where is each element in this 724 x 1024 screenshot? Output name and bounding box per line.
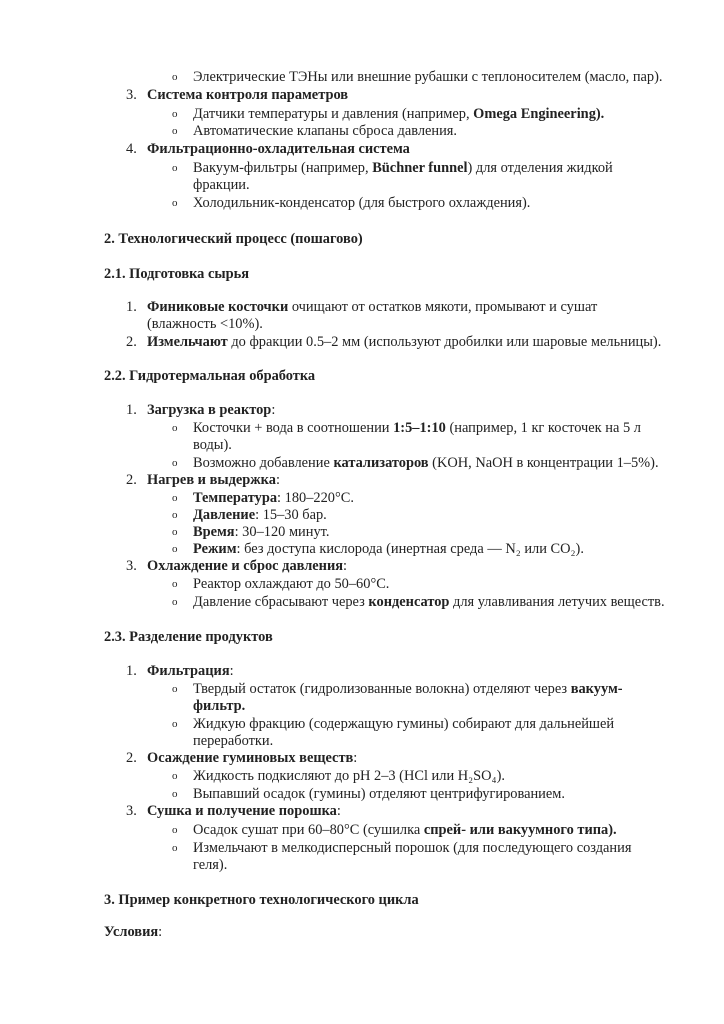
list-bullet: o (172, 197, 178, 209)
list-item-continuation: фракции. (193, 177, 250, 193)
conditions-label: Условия: (104, 924, 163, 940)
list-item-continuation: фильтр. (193, 698, 246, 714)
list-item-title: Осаждение гуминовых веществ: (147, 750, 358, 766)
list-item: Автоматические клапаны сброса давления. (193, 123, 458, 139)
list-item: Время: 30–120 минут. (193, 524, 330, 540)
subsection-heading: 2.3. Разделение продуктов (104, 629, 273, 645)
list-item: Холодильник-конденсатор (для быстрого охлаждения). (193, 195, 531, 211)
section-heading: 3. Пример конкретного технологического цикла (104, 892, 419, 908)
list-number: 1. (126, 663, 137, 679)
list-bullet: o (172, 162, 178, 174)
list-bullet: o (172, 422, 178, 434)
list-number: 3. (126, 803, 137, 819)
list-bullet: o (172, 718, 178, 730)
list-item: Возможно добавление катализаторов (KOH, NaOH в концентрации 1–5%). (193, 455, 659, 471)
list-item-continuation: переработки. (193, 733, 274, 749)
list-item-title: Система контроля параметров (147, 87, 349, 103)
list-number: 3. (126, 87, 137, 103)
list-bullet: o (172, 543, 178, 555)
list-item: Измельчают до фракции 0.5–2 мм (используют дробилки или шаровые мельницы). (147, 334, 662, 350)
list-item: Давление: 15–30 бар. (193, 507, 327, 523)
list-number: 2. (126, 334, 137, 350)
list-item: Осадок сушат при 60–80°C (сушилка спрей- или вакуумного типа). (193, 822, 617, 838)
list-item: Жидкую фракцию (содержащую гумины) собирают для дальнейшей (193, 716, 615, 732)
list-item-title: Охлаждение и сброс давления: (147, 558, 348, 574)
list-item-continuation: воды). (193, 437, 232, 453)
list-item-title: Фильтрация: (147, 663, 234, 679)
list-item: Датчики температуры и давления (например, Omega Engineering). (193, 106, 605, 122)
list-bullet: o (172, 788, 178, 800)
list-item-continuation: геля). (193, 857, 228, 873)
list-item-title: Нагрев и выдержка: (147, 472, 280, 488)
list-number: 4. (126, 141, 137, 157)
list-item: Электрические ТЭНы или внешние рубашки с теплоносителем (масло, пар). (193, 69, 663, 85)
list-item: Вакуум-фильтры (например, Büchner funnel) для отделения жидкой (193, 160, 613, 176)
list-bullet: o (172, 683, 178, 695)
list-bullet: o (172, 125, 178, 137)
list-bullet: o (172, 824, 178, 836)
list-bullet: o (172, 457, 178, 469)
list-item-continuation: (влажность <10%). (147, 316, 263, 332)
list-number: 1. (126, 299, 137, 315)
list-bullet: o (172, 509, 178, 521)
list-bullet: o (172, 842, 178, 854)
list-item: Финиковые косточки очищают от остатков мякоти, промывают и сушат (147, 299, 598, 315)
list-item: Жидкость подкисляют до pH 2–3 (HCl или H₂SO₄). (193, 768, 505, 784)
list-bullet: o (172, 526, 178, 538)
list-bullet: o (172, 596, 178, 608)
list-item: Выпавший осадок (гумины) отделяют центрифугированием. (193, 786, 565, 802)
section-heading: 2. Технологический процесс (пошагово) (104, 231, 363, 247)
list-item-title: Сушка и получение порошка: (147, 803, 341, 819)
list-item: Косточки + вода в соотношении 1:5–1:10 (например, 1 кг косточек на 5 л (193, 420, 641, 436)
list-item-title: Загрузка в реактор: (147, 402, 276, 418)
list-number: 3. (126, 558, 137, 574)
list-item: Режим: без доступа кислорода (инертная среда — N₂ или CO₂). (193, 541, 584, 557)
list-bullet: o (172, 492, 178, 504)
list-bullet: o (172, 578, 178, 590)
list-number: 2. (126, 750, 137, 766)
list-item: Давление сбрасывают через конденсатор для улавливания летучих веществ. (193, 594, 665, 610)
list-item: Твердый остаток (гидролизованные волокна) отделяют через вакуум- (193, 681, 623, 697)
list-bullet: o (172, 108, 178, 120)
subsection-heading: 2.2. Гидротермальная обработка (104, 368, 316, 384)
list-item: Температура: 180–220°C. (193, 490, 354, 506)
list-bullet: o (172, 770, 178, 782)
list-item: Реактор охлаждают до 50–60°C. (193, 576, 390, 592)
list-item-title: Фильтрационно-охладительная система (147, 141, 410, 157)
list-bullet: o (172, 71, 178, 83)
list-number: 2. (126, 472, 137, 488)
list-item: Измельчают в мелкодисперсный порошок (для последующего создания (193, 840, 632, 856)
subsection-heading: 2.1. Подготовка сырья (104, 266, 249, 282)
list-number: 1. (126, 402, 137, 418)
